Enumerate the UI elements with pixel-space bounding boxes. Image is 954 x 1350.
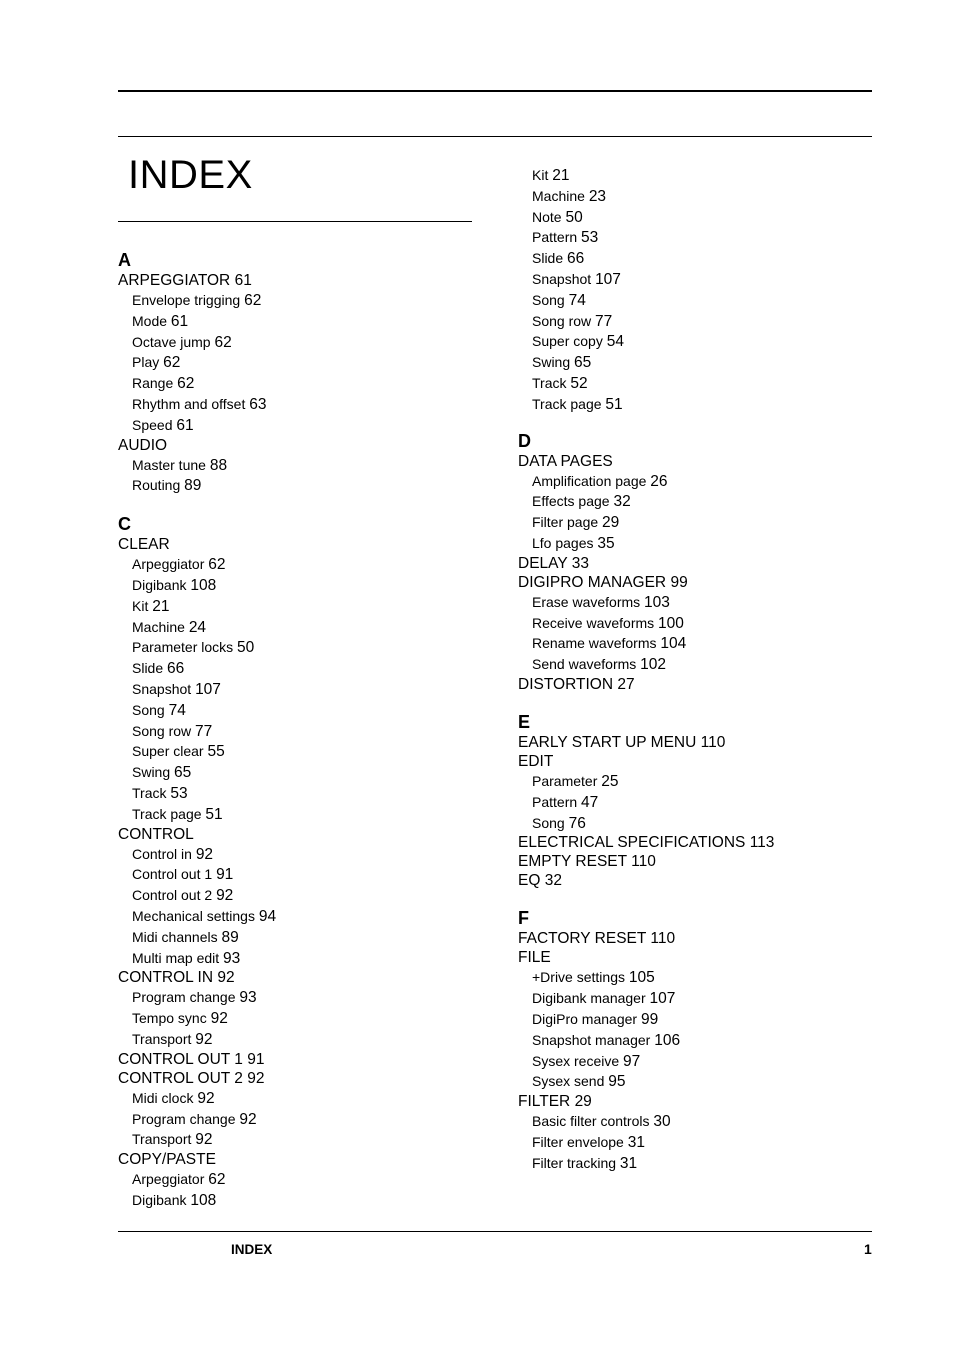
index-subentry <box>518 471 878 492</box>
entry-term: Program change <box>132 989 236 1006</box>
entry-term: Arpeggiator <box>132 1171 205 1188</box>
index-subentry <box>518 813 878 834</box>
index-subentry <box>518 1071 878 1092</box>
index-subentry <box>118 637 478 658</box>
entry-page-number: 21 <box>152 597 170 615</box>
index-entry <box>518 852 878 871</box>
entry-term: Sysex send <box>532 1073 605 1090</box>
letter-text: F <box>518 908 529 929</box>
entry-page-number: 92 <box>217 969 235 987</box>
index-subentry <box>118 1169 478 1190</box>
entry-page-number: 61 <box>234 272 252 289</box>
entry-page-number: 62 <box>208 1171 226 1189</box>
index-subentry <box>118 1190 478 1211</box>
index-subentry <box>518 533 878 554</box>
letter-text: E <box>518 711 531 732</box>
index-subentry <box>118 987 478 1008</box>
entry-page-number: 26 <box>650 472 668 490</box>
entry-term: EDIT <box>518 752 554 770</box>
entry-page-number: 33 <box>571 554 589 572</box>
entry-term: DigiPro manager <box>532 1010 638 1027</box>
entry-term: Note <box>532 208 562 225</box>
entry-term: CONTROL OUT 1 <box>118 1050 243 1068</box>
index-subentry <box>518 967 878 988</box>
index-subentry <box>118 1008 478 1029</box>
index-subentry <box>118 394 478 415</box>
entry-page-number: 91 <box>216 866 234 884</box>
entry-term: Filter tracking <box>532 1154 617 1171</box>
entry-term: CLEAR <box>118 536 170 554</box>
index-subentry <box>118 415 478 436</box>
index-letter-heading <box>518 712 878 733</box>
entry-page-number: 110 <box>650 930 676 948</box>
entry-term: Routing <box>132 477 181 494</box>
index-subentry <box>118 700 478 721</box>
page-title: INDEX <box>128 153 253 197</box>
entry-term: Rename waveforms <box>532 635 657 652</box>
entry-page-number: 77 <box>595 312 613 330</box>
entry-term: Digibank manager <box>532 990 646 1007</box>
entry-term: Song <box>532 291 565 308</box>
entry-term: Sysex receive <box>532 1052 620 1069</box>
index-subentry <box>518 771 878 792</box>
index-entry <box>518 675 878 694</box>
entry-term: Control out 2 <box>132 887 213 904</box>
entry-page-number: 47 <box>581 793 599 811</box>
entry-page-number: 66 <box>567 250 585 268</box>
entry-page-number: 74 <box>568 291 586 309</box>
entry-term: Program change <box>132 1110 236 1127</box>
index-subentry <box>118 948 478 969</box>
index-subentry <box>518 394 878 415</box>
letter-text: C <box>118 514 131 535</box>
entry-page-number: 105 <box>628 969 655 987</box>
title-underline <box>118 221 472 222</box>
index-subentry <box>518 248 878 269</box>
index-subentry <box>518 512 878 533</box>
index-entry <box>518 733 878 752</box>
entry-page-number: 92 <box>195 1030 213 1048</box>
entry-term: Song <box>532 814 565 831</box>
entry-term: Control out 1 <box>132 866 213 883</box>
entry-page-number: 63 <box>249 395 267 413</box>
entry-page-number: 107 <box>649 990 676 1008</box>
index-subentry <box>518 186 878 207</box>
top-rule-thin <box>118 136 872 137</box>
entry-page-number: 92 <box>195 845 214 863</box>
letter-text: D <box>518 430 531 451</box>
index-subentry <box>518 165 878 186</box>
entry-term: Digibank <box>132 1191 187 1208</box>
index-subentry <box>118 1129 478 1150</box>
entry-term: Basic filter controls <box>532 1113 650 1130</box>
entry-term: Speed <box>132 416 173 433</box>
entry-page-number: 77 <box>195 722 213 740</box>
entry-page-number: 27 <box>617 675 635 693</box>
entry-term: Envelope trigging <box>132 292 241 308</box>
entry-term: CONTROL <box>118 825 194 843</box>
entry-term: Slide <box>132 660 164 677</box>
entry-term: Erase waveforms <box>532 593 641 610</box>
index-subentry <box>518 592 878 613</box>
entry-term: +Drive settings <box>532 969 625 986</box>
entry-term: Machine <box>532 187 585 204</box>
entry-page-number: 29 <box>574 1093 592 1111</box>
entry-term: Mechanical settings <box>132 907 255 924</box>
index-entry <box>118 825 478 844</box>
entry-term: Digibank <box>132 576 187 593</box>
index-subentry <box>518 491 878 512</box>
index-entry <box>518 752 878 771</box>
entry-term: Song <box>132 701 165 718</box>
entry-page-number: 76 <box>568 814 586 832</box>
index-subentry <box>518 1111 878 1132</box>
entry-term: FACTORY RESET <box>518 930 647 948</box>
index-subentry <box>118 332 478 353</box>
entry-term: Parameter <box>532 772 598 789</box>
index-subentry <box>518 1009 878 1030</box>
entry-term: ELECTRICAL SPECIFICATIONS <box>518 834 746 852</box>
entry-term: CONTROL IN <box>118 969 214 987</box>
index-subentry <box>518 311 878 332</box>
entry-page-number: 66 <box>167 660 185 678</box>
entry-page-number: 53 <box>170 784 188 802</box>
index-column-right <box>518 165 878 1174</box>
index-subentry <box>118 804 478 825</box>
entry-term: Range <box>132 375 174 392</box>
footer-section-label: INDEX <box>231 1242 273 1257</box>
entry-term: Filter page <box>532 514 599 531</box>
entry-page-number: 93 <box>239 989 257 1007</box>
entry-term: Tempo sync <box>132 1010 207 1027</box>
footer-rule <box>118 1231 872 1232</box>
entry-term: Machine <box>132 618 185 635</box>
entry-term: AUDIO <box>118 436 168 454</box>
entry-page-number: 50 <box>237 639 255 657</box>
entry-page-number: 30 <box>653 1113 671 1131</box>
index-letter-heading <box>118 250 478 271</box>
entry-term: Snapshot manager <box>532 1031 651 1048</box>
entry-page-number: 92 <box>197 1089 215 1107</box>
index-subentry <box>518 1153 878 1174</box>
entry-page-number: 110 <box>700 733 726 751</box>
entry-term: Octave jump <box>132 333 211 350</box>
index-subentry <box>518 227 878 248</box>
index-subentry <box>518 792 878 813</box>
entry-page-number: 61 <box>170 312 189 330</box>
index-subentry <box>118 352 478 373</box>
index-entry <box>118 436 478 455</box>
entry-page-number: 31 <box>627 1133 645 1151</box>
entry-page-number: 62 <box>214 333 232 351</box>
index-column-left <box>118 250 478 1211</box>
entry-page-number: 62 <box>177 375 195 393</box>
index-letter-heading <box>518 431 878 452</box>
entry-term: Play <box>132 354 160 371</box>
entry-term: EMPTY RESET <box>518 853 627 871</box>
index-subentry <box>118 885 478 906</box>
entry-page-number: 32 <box>613 493 631 511</box>
entry-term: Parameter locks <box>132 639 234 656</box>
entry-page-number: 21 <box>552 167 570 184</box>
entry-term: Track page <box>532 395 602 412</box>
index-entry <box>518 452 878 471</box>
index-subentry <box>118 679 478 700</box>
entry-term: CONTROL OUT 2 <box>118 1069 243 1087</box>
entry-page-number: 97 <box>623 1052 641 1070</box>
index-entry <box>118 1069 478 1088</box>
entry-page-number: 52 <box>570 374 588 392</box>
index-entry <box>118 271 478 290</box>
entry-term: Song row <box>132 722 192 739</box>
entry-term: DISTORTION <box>518 675 614 693</box>
entry-term: EQ <box>518 872 541 890</box>
entry-term: Lfo pages <box>532 534 594 551</box>
entry-page-number: 92 <box>239 1110 257 1128</box>
entry-term: Send waveforms <box>532 656 637 673</box>
entry-term: Snapshot <box>532 270 592 287</box>
entry-term: Midi channels <box>132 928 218 945</box>
entry-page-number: 62 <box>244 292 262 309</box>
entry-term: Swing <box>532 354 571 371</box>
entry-term: Rhythm and offset <box>132 395 246 412</box>
entry-page-number: 113 <box>749 834 775 852</box>
entry-page-number: 61 <box>176 416 194 434</box>
entry-term: Mode <box>132 312 168 329</box>
index-subentry <box>118 783 478 804</box>
entry-page-number: 106 <box>654 1031 681 1049</box>
entry-term: Kit <box>532 167 549 183</box>
entry-term: Slide <box>532 250 564 267</box>
index-subentry <box>518 331 878 352</box>
entry-term: Transport <box>132 1030 192 1047</box>
index-subentry <box>118 575 478 596</box>
entry-page-number: 55 <box>207 743 225 761</box>
index-subentry <box>518 373 878 394</box>
entry-page-number: 50 <box>565 208 583 226</box>
index-subentry <box>118 844 478 865</box>
entry-term: Transport <box>132 1131 192 1148</box>
entry-term: DELAY <box>518 554 568 572</box>
entry-page-number: 51 <box>605 395 623 413</box>
index-subentry <box>518 1051 878 1072</box>
index-subentry <box>118 1029 478 1050</box>
entry-page-number: 92 <box>195 1131 213 1149</box>
entry-term: Kit <box>132 597 149 614</box>
index-subentry <box>118 927 478 948</box>
entry-page-number: 31 <box>619 1154 638 1172</box>
entry-page-number: 89 <box>221 928 239 946</box>
entry-page-number: 91 <box>247 1050 265 1068</box>
entry-page-number: 53 <box>581 229 599 247</box>
entry-page-number: 107 <box>595 270 621 288</box>
index-subentry <box>518 613 878 634</box>
letter-text: A <box>118 250 131 270</box>
index-subentry <box>118 906 478 927</box>
index-entry <box>118 1050 478 1069</box>
entry-page-number: 102 <box>640 656 667 674</box>
index-entry <box>518 871 878 890</box>
entry-page-number: 62 <box>208 556 226 574</box>
entry-term: Track <box>132 784 167 801</box>
index-subentry <box>118 658 478 679</box>
entry-term: Arpeggiator <box>132 556 205 573</box>
index-subentry <box>118 373 478 394</box>
entry-term: Super clear <box>132 743 204 760</box>
index-subentry <box>118 455 478 476</box>
index-subentry <box>118 596 478 617</box>
entry-page-number: 88 <box>209 456 228 474</box>
entry-term: Master tune <box>132 456 206 473</box>
index-subentry <box>518 207 878 228</box>
footer-page-number: 1 <box>864 1241 872 1257</box>
entry-term: Filter envelope <box>532 1133 624 1150</box>
entry-page-number: 99 <box>640 1010 659 1028</box>
entry-term: DIGIPRO MANAGER <box>518 573 667 591</box>
entry-page-number: 74 <box>168 701 186 719</box>
index-subentry <box>118 617 478 638</box>
index-letter-heading <box>518 908 878 929</box>
index-entry <box>118 1150 478 1169</box>
entry-page-number: 93 <box>223 949 241 967</box>
index-entry <box>518 929 878 948</box>
entry-term: EARLY START UP MENU <box>518 733 697 751</box>
index-subentry <box>118 311 478 332</box>
entry-page-number: 51 <box>205 805 223 823</box>
entry-page-number: 65 <box>174 764 192 782</box>
entry-term: FILTER <box>518 1093 571 1111</box>
entry-page-number: 92 <box>210 1010 228 1028</box>
entry-page-number: 62 <box>163 354 181 372</box>
entry-page-number: 104 <box>660 635 687 653</box>
entry-page-number: 92 <box>216 887 234 905</box>
entry-term: Receive waveforms <box>532 614 655 631</box>
entry-term: Midi clock <box>132 1089 194 1106</box>
index-subentry <box>518 269 878 290</box>
entry-page-number: 103 <box>644 593 670 611</box>
entry-term: Track page <box>132 805 202 822</box>
entry-term: FILE <box>518 949 551 967</box>
top-rule-thick <box>118 90 872 92</box>
index-subentry <box>118 290 478 311</box>
entry-page-number: 107 <box>195 680 221 698</box>
entry-term: DATA PAGES <box>518 452 613 470</box>
entry-page-number: 25 <box>601 772 619 790</box>
entry-term: Track <box>532 374 567 391</box>
entry-page-number: 32 <box>544 872 562 890</box>
index-letter-heading <box>118 514 478 535</box>
entry-page-number: 23 <box>588 187 607 205</box>
index-subentry <box>118 1109 478 1130</box>
entry-term: Pattern <box>532 793 578 810</box>
entry-page-number: 110 <box>631 853 656 871</box>
index-subentry <box>118 864 478 885</box>
index-subentry <box>518 654 878 675</box>
entry-page-number: 35 <box>597 534 615 552</box>
entry-page-number: 100 <box>658 614 684 632</box>
index-entry <box>518 573 878 592</box>
entry-page-number: 92 <box>247 1069 265 1087</box>
entry-term: Snapshot <box>132 680 192 697</box>
entry-term: Control in <box>132 845 192 862</box>
entry-page-number: 108 <box>190 576 217 594</box>
entry-page-number: 29 <box>602 514 620 532</box>
index-entry <box>518 948 878 967</box>
entry-page-number: 54 <box>606 333 624 351</box>
index-subentry <box>118 721 478 742</box>
entry-term: COPY/PASTE <box>118 1151 216 1169</box>
entry-term: ARPEGGIATOR <box>118 272 231 289</box>
entry-term: Pattern <box>532 229 578 246</box>
entry-term: Super copy <box>532 333 603 350</box>
entry-page-number: 24 <box>188 618 207 636</box>
index-subentry <box>518 633 878 654</box>
entry-page-number: 89 <box>184 477 202 495</box>
index-entry <box>518 833 878 852</box>
index-entry <box>118 968 478 987</box>
index-subentry <box>518 290 878 311</box>
entry-page-number: 99 <box>670 573 688 591</box>
index-subentry <box>518 988 878 1009</box>
index-subentry <box>118 475 478 496</box>
index-subentry <box>118 554 478 575</box>
entry-page-number: 94 <box>258 907 277 925</box>
entry-page-number: 65 <box>574 354 592 372</box>
index-subentry <box>118 762 478 783</box>
entry-term: Song row <box>532 312 592 329</box>
index-entry <box>518 1092 878 1111</box>
index-subentry <box>118 1088 478 1109</box>
index-subentry <box>518 352 878 373</box>
entry-term: Effects page <box>532 493 610 510</box>
index-entry <box>518 554 878 573</box>
index-entry <box>118 535 478 554</box>
index-subentry <box>518 1030 878 1051</box>
entry-page-number: 108 <box>190 1191 217 1209</box>
entry-page-number: 95 <box>608 1073 626 1091</box>
entry-term: Swing <box>132 764 171 781</box>
index-subentry <box>518 1132 878 1153</box>
index-subentry <box>118 741 478 762</box>
entry-term: Multi map edit <box>132 949 220 966</box>
entry-term: Amplification page <box>532 472 647 489</box>
